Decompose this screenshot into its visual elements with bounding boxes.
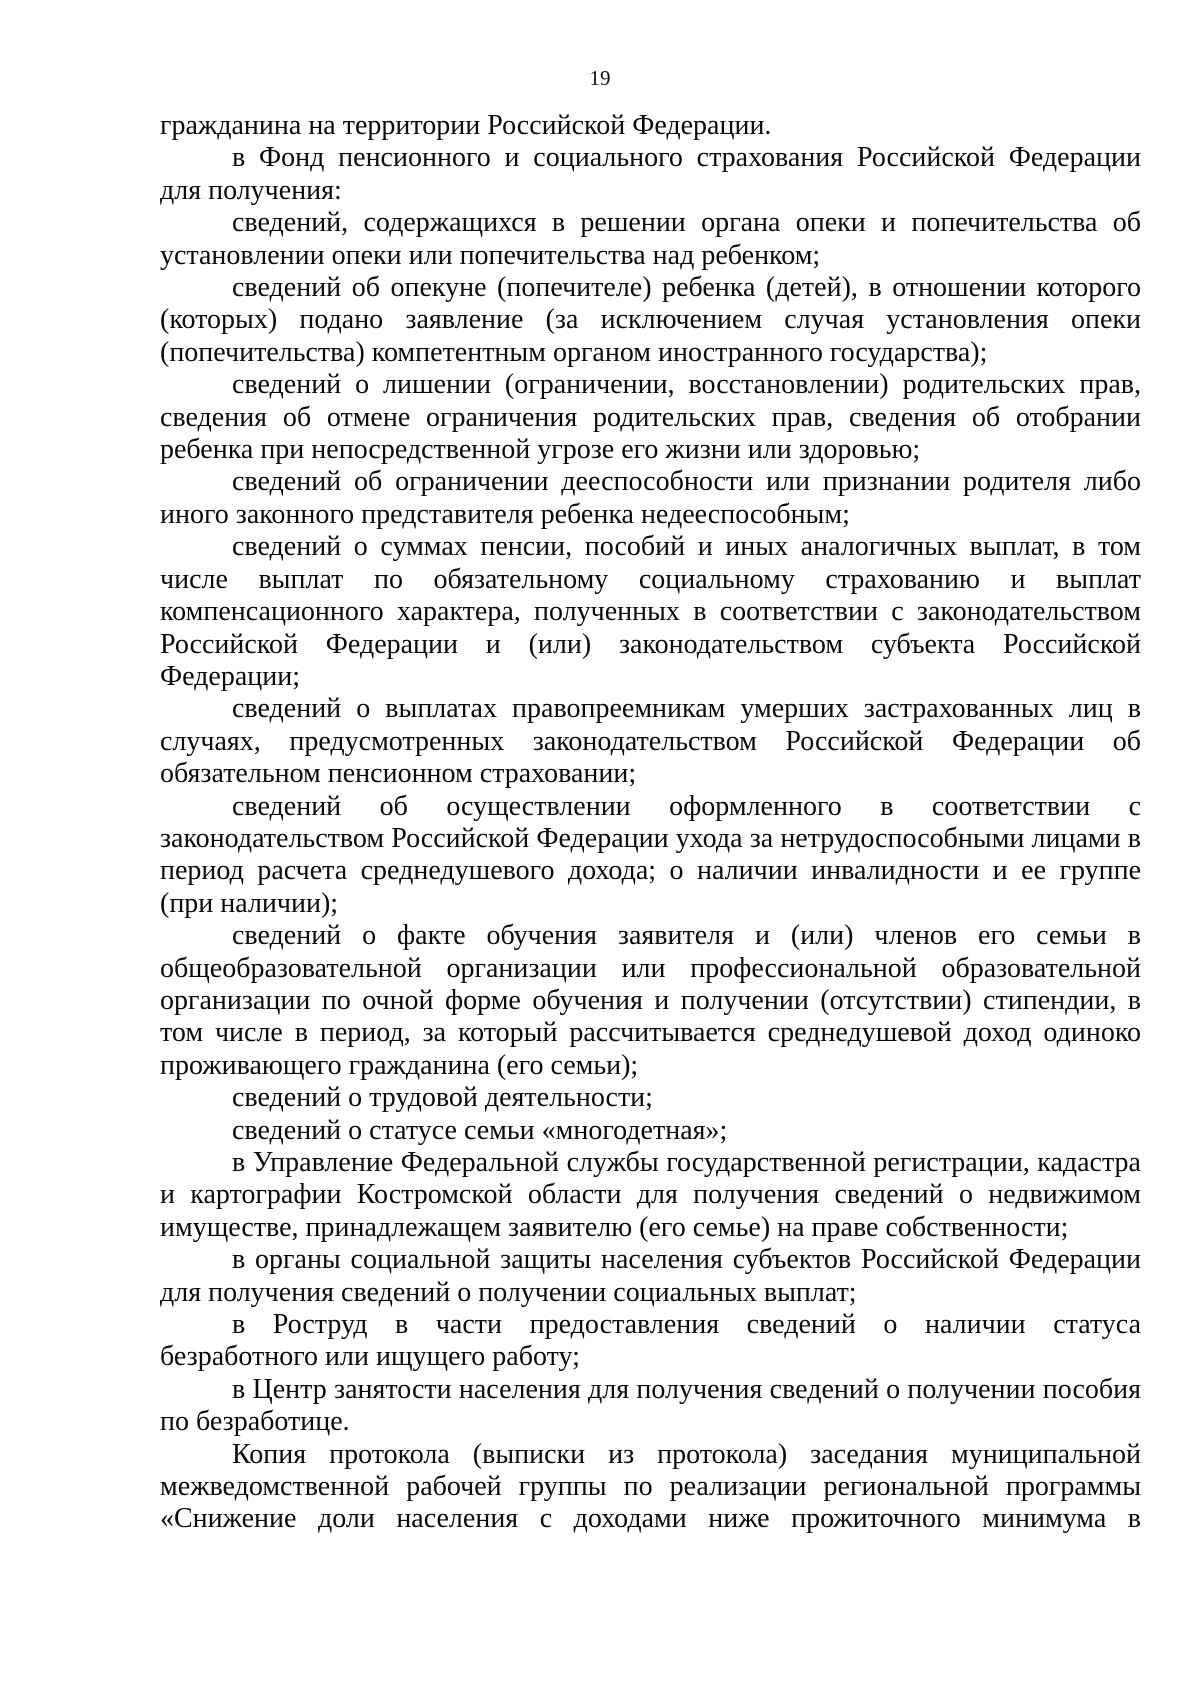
paragraph-employment: сведений о трудовой деятельности; (232, 1082, 653, 1114)
paragraph-continuation: гражданина на территории Российской Федерации. (160, 110, 772, 141)
paragraph-protocol-copy: Копия протокола (выписки из протокола) заседания муниципальной межведомственной рабочей группы по реализации региональной программы «Снижение доли населения с доходами ниже прожиточного минимума в (160, 1438, 1141, 1535)
paragraph-successor-payments: сведений о выплатах правопреемникам умерших застрахованных лиц в случаях, предусмотренных законодательством Российской Федерации об обязательном пенсионном страховании; (160, 693, 1141, 790)
paragraph-pension-amounts: сведений о суммах пенсии, пособий и иных аналогичных выплат, в том числе выплат по обязательному социальному страхованию и выплат компенсационного характера, полученных в соответствии с законодательством Российской Федерации и (или) законодательством субъекта Российской Федерации; (160, 531, 1141, 692)
paragraph-rosreestr: в Управление Федеральной службы государственной регистрации, кадастра и картографии Костромской области для получения сведений о недвижимом имуществе, принадлежащем заявителю (его семье) на праве собственности; (160, 1147, 1141, 1243)
paragraph-guardian-info: сведений об опекуне (попечителе) ребенка (детей), в отношении которого (которых) подано заявление (за исключением случая установления опеки (попечительства) компетентным органом иностранного государства); (160, 272, 1141, 368)
paragraph-care-disability: сведений об осуществлении оформленного в соответствии с законодательством Российской Федерации ухода за нетрудоспособными лицами в период расчета среднедушевого дохода; о наличии инвалидности и ее группе (при наличии); (160, 790, 1141, 919)
paragraph-social-protection: в органы социальной защиты населения субъектов Российской Федерации для получения сведений о получении социальных выплат; (160, 1244, 1141, 1308)
paragraph-guardianship-decision: сведений, содержащихся в решении органа опеки и попечительства об установлении опеки или попечительства над ребенком; (160, 207, 1141, 271)
paragraph-employment-center: в Центр занятости населения для получения сведений о получении пособия по безработице. (160, 1373, 1141, 1438)
paragraph-pension-fund-intro: в Фонд пенсионного и социального страхования Российской Федерации для получения: (160, 142, 1141, 206)
document-body (160, 110, 1141, 1536)
page-number: 19 (589, 66, 611, 90)
paragraph-parental-rights: сведений о лишении (ограничении, восстановлении) родительских прав, сведения об отмене ограничения родительских прав, сведения об отобрании ребенка при непосредственной угрозе его жизни или здоровью; (160, 369, 1141, 466)
paragraph-rostrud: в Роструд в части предоставления сведений о наличии статуса безработного или ищущего работу; (160, 1309, 1141, 1373)
paragraph-education-stipend: сведений о факте обучения заявителя и (или) членов его семьи в общеобразовательной организации или профессиональной образовательной организации по очной форме обучения и получении (отсутствии) стипендии, в том числе в период, за который рассчитывается среднедушевой доход одиноко проживающего гражданина (его семьи); (160, 920, 1141, 1081)
paragraph-large-family: сведений о статусе семьи «многодетная»; (232, 1114, 728, 1146)
paragraph-legal-capacity: сведений об ограничении дееспособности или признании родителя либо иного законного представителя ребенка недееспособным; (160, 466, 1141, 530)
